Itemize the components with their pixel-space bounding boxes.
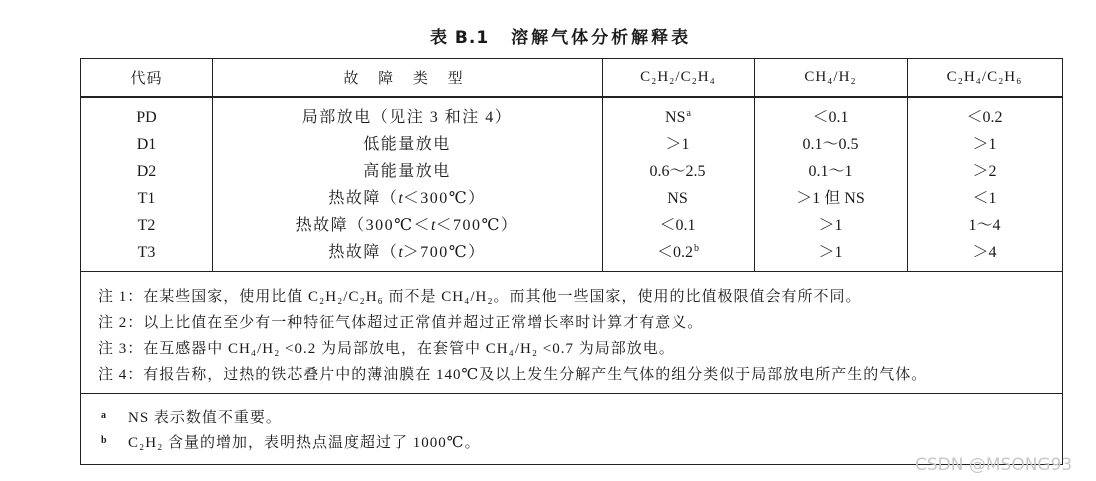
cell-code: T3 bbox=[137, 244, 156, 261]
table-number: 表 B.1 bbox=[430, 28, 490, 48]
note-item: 注 1：在某些国家，使用比值 C₂H₂/C₂H₆ 而不是 CH₄/H₂。而其他一些国家，使用的比值极限值会有所不同。 bbox=[98, 289, 862, 305]
table-header-row bbox=[81, 59, 1062, 98]
temperature-variable: t bbox=[398, 244, 403, 261]
cell-c2h2-c2h4 bbox=[602, 158, 754, 185]
cell-ch4-h2: ＞1 bbox=[818, 244, 843, 261]
cell-fault-type bbox=[212, 158, 602, 185]
cell-ch4-h2: 0.1～0.5 bbox=[802, 136, 859, 153]
footnotes-divider bbox=[81, 393, 1062, 394]
cell-code: D2 bbox=[136, 163, 157, 180]
column-header-c2h4-c2h6: C₂H₄/C₂H₆ bbox=[946, 69, 1023, 85]
cell-code: T2 bbox=[137, 217, 156, 234]
column-header-ch4-h2: CH₄/H₂ bbox=[804, 69, 857, 85]
cell-ch4-h2: ＜0.1 bbox=[812, 109, 849, 126]
footnote-marker: b bbox=[101, 435, 107, 446]
ratio-value: 0.6～2.5 bbox=[649, 163, 706, 180]
cell-c2h2-c2h4 bbox=[602, 239, 754, 266]
footnote-ref: b bbox=[694, 243, 699, 254]
table-row bbox=[81, 212, 1062, 239]
table-row bbox=[81, 185, 1062, 212]
ratio-value: NS bbox=[665, 109, 686, 126]
watermark: CSDN @MSONG93 bbox=[915, 455, 1073, 475]
table-row bbox=[81, 239, 1062, 266]
cell-c2h4-c2h6: ＞2 bbox=[972, 163, 997, 180]
cell-c2h4-c2h6: ＜1 bbox=[972, 190, 997, 207]
cell-c2h4-c2h6: ＜0.2 bbox=[966, 109, 1003, 126]
table-title bbox=[430, 26, 691, 50]
temperature-variable: t bbox=[398, 190, 403, 207]
footnote-item bbox=[101, 428, 1051, 453]
cell-c2h4-c2h6: ＞4 bbox=[972, 244, 997, 261]
table-row bbox=[81, 104, 1062, 131]
cell-fault-type bbox=[212, 185, 602, 212]
table-frame bbox=[80, 58, 1063, 465]
note-item: 注 2：以上比值在至少有一种特征气体超过正常值并超过正常增长率时计算才有意义。 bbox=[98, 315, 704, 331]
fault-type-text: 局部放电（见注 3 和注 4） bbox=[301, 109, 513, 126]
fault-type-condition: ＜700℃） bbox=[435, 217, 519, 234]
ratio-value: NS bbox=[667, 190, 688, 207]
cell-fault-type bbox=[212, 104, 602, 131]
column-header-code: 代码 bbox=[130, 71, 163, 87]
cell-c2h2-c2h4 bbox=[602, 212, 754, 239]
cell-fault-type bbox=[212, 212, 602, 239]
ratio-value: ＜0.1 bbox=[659, 217, 696, 234]
ratio-value: ＜0.2 bbox=[656, 244, 693, 261]
cell-fault-type bbox=[212, 239, 602, 266]
temperature-variable: t bbox=[431, 217, 436, 234]
cell-c2h4-c2h6: ＞1 bbox=[972, 136, 997, 153]
fault-type-text: 高能量放电 bbox=[363, 163, 451, 180]
table-body bbox=[81, 104, 1062, 266]
cell-ch4-h2: 0.1～1 bbox=[808, 163, 853, 180]
cell-c2h2-c2h4 bbox=[602, 104, 754, 131]
cell-ch4-h2: ＞1 但 NS bbox=[796, 190, 865, 207]
notes-section bbox=[98, 284, 1053, 388]
notes-divider bbox=[81, 271, 1062, 272]
note-item: 注 4：有报告称，过热的铁芯叠片中的薄油膜在 140℃及以上发生分解产生气体的组分类似于局部放电所产生的气体。 bbox=[98, 367, 928, 383]
column-header-c2h2-c2h4: C₂H₂/C₂H₄ bbox=[640, 69, 716, 85]
cell-code: PD bbox=[136, 109, 157, 126]
footnote-ref: a bbox=[686, 108, 691, 119]
cell-c2h2-c2h4 bbox=[602, 131, 754, 158]
fault-type-condition: ＞700℃） bbox=[402, 244, 486, 261]
footnote-text: NS 表示数值不重要。 bbox=[128, 410, 282, 426]
ratio-value: ＞1 bbox=[665, 136, 690, 153]
fault-type-text: 热故障（ bbox=[328, 244, 399, 261]
footnote-item bbox=[101, 403, 1051, 428]
cell-fault-type bbox=[212, 131, 602, 158]
fault-type-text: 热故障（300℃＜ bbox=[295, 217, 432, 234]
footnote-text: C₂H₂ 含量的增加，表明热点温度超过了 1000℃。 bbox=[128, 435, 481, 451]
fault-type-text: 热故障（ bbox=[328, 190, 399, 207]
table-title-text: 溶解气体分析解释表 bbox=[511, 28, 692, 48]
fault-type-condition: ＜300℃） bbox=[402, 190, 486, 207]
footnotes-section bbox=[101, 403, 1051, 453]
cell-ch4-h2: ＞1 bbox=[818, 217, 843, 234]
footnote-marker: a bbox=[101, 410, 106, 421]
table-row bbox=[81, 158, 1062, 185]
fault-type-text: 低能量放电 bbox=[363, 136, 451, 153]
cell-c2h4-c2h6: 1～4 bbox=[968, 217, 1001, 234]
cell-code: T1 bbox=[137, 190, 156, 207]
column-header-fault-type: 故 障 类 型 bbox=[343, 71, 471, 87]
cell-c2h2-c2h4 bbox=[602, 185, 754, 212]
table-row bbox=[81, 131, 1062, 158]
cell-code: D1 bbox=[136, 136, 157, 153]
note-item: 注 3：在互感器中 CH₄/H₂ <0.2 为局部放电，在套管中 CH₄/H₂ <0.7 为局部放电。 bbox=[98, 341, 675, 357]
